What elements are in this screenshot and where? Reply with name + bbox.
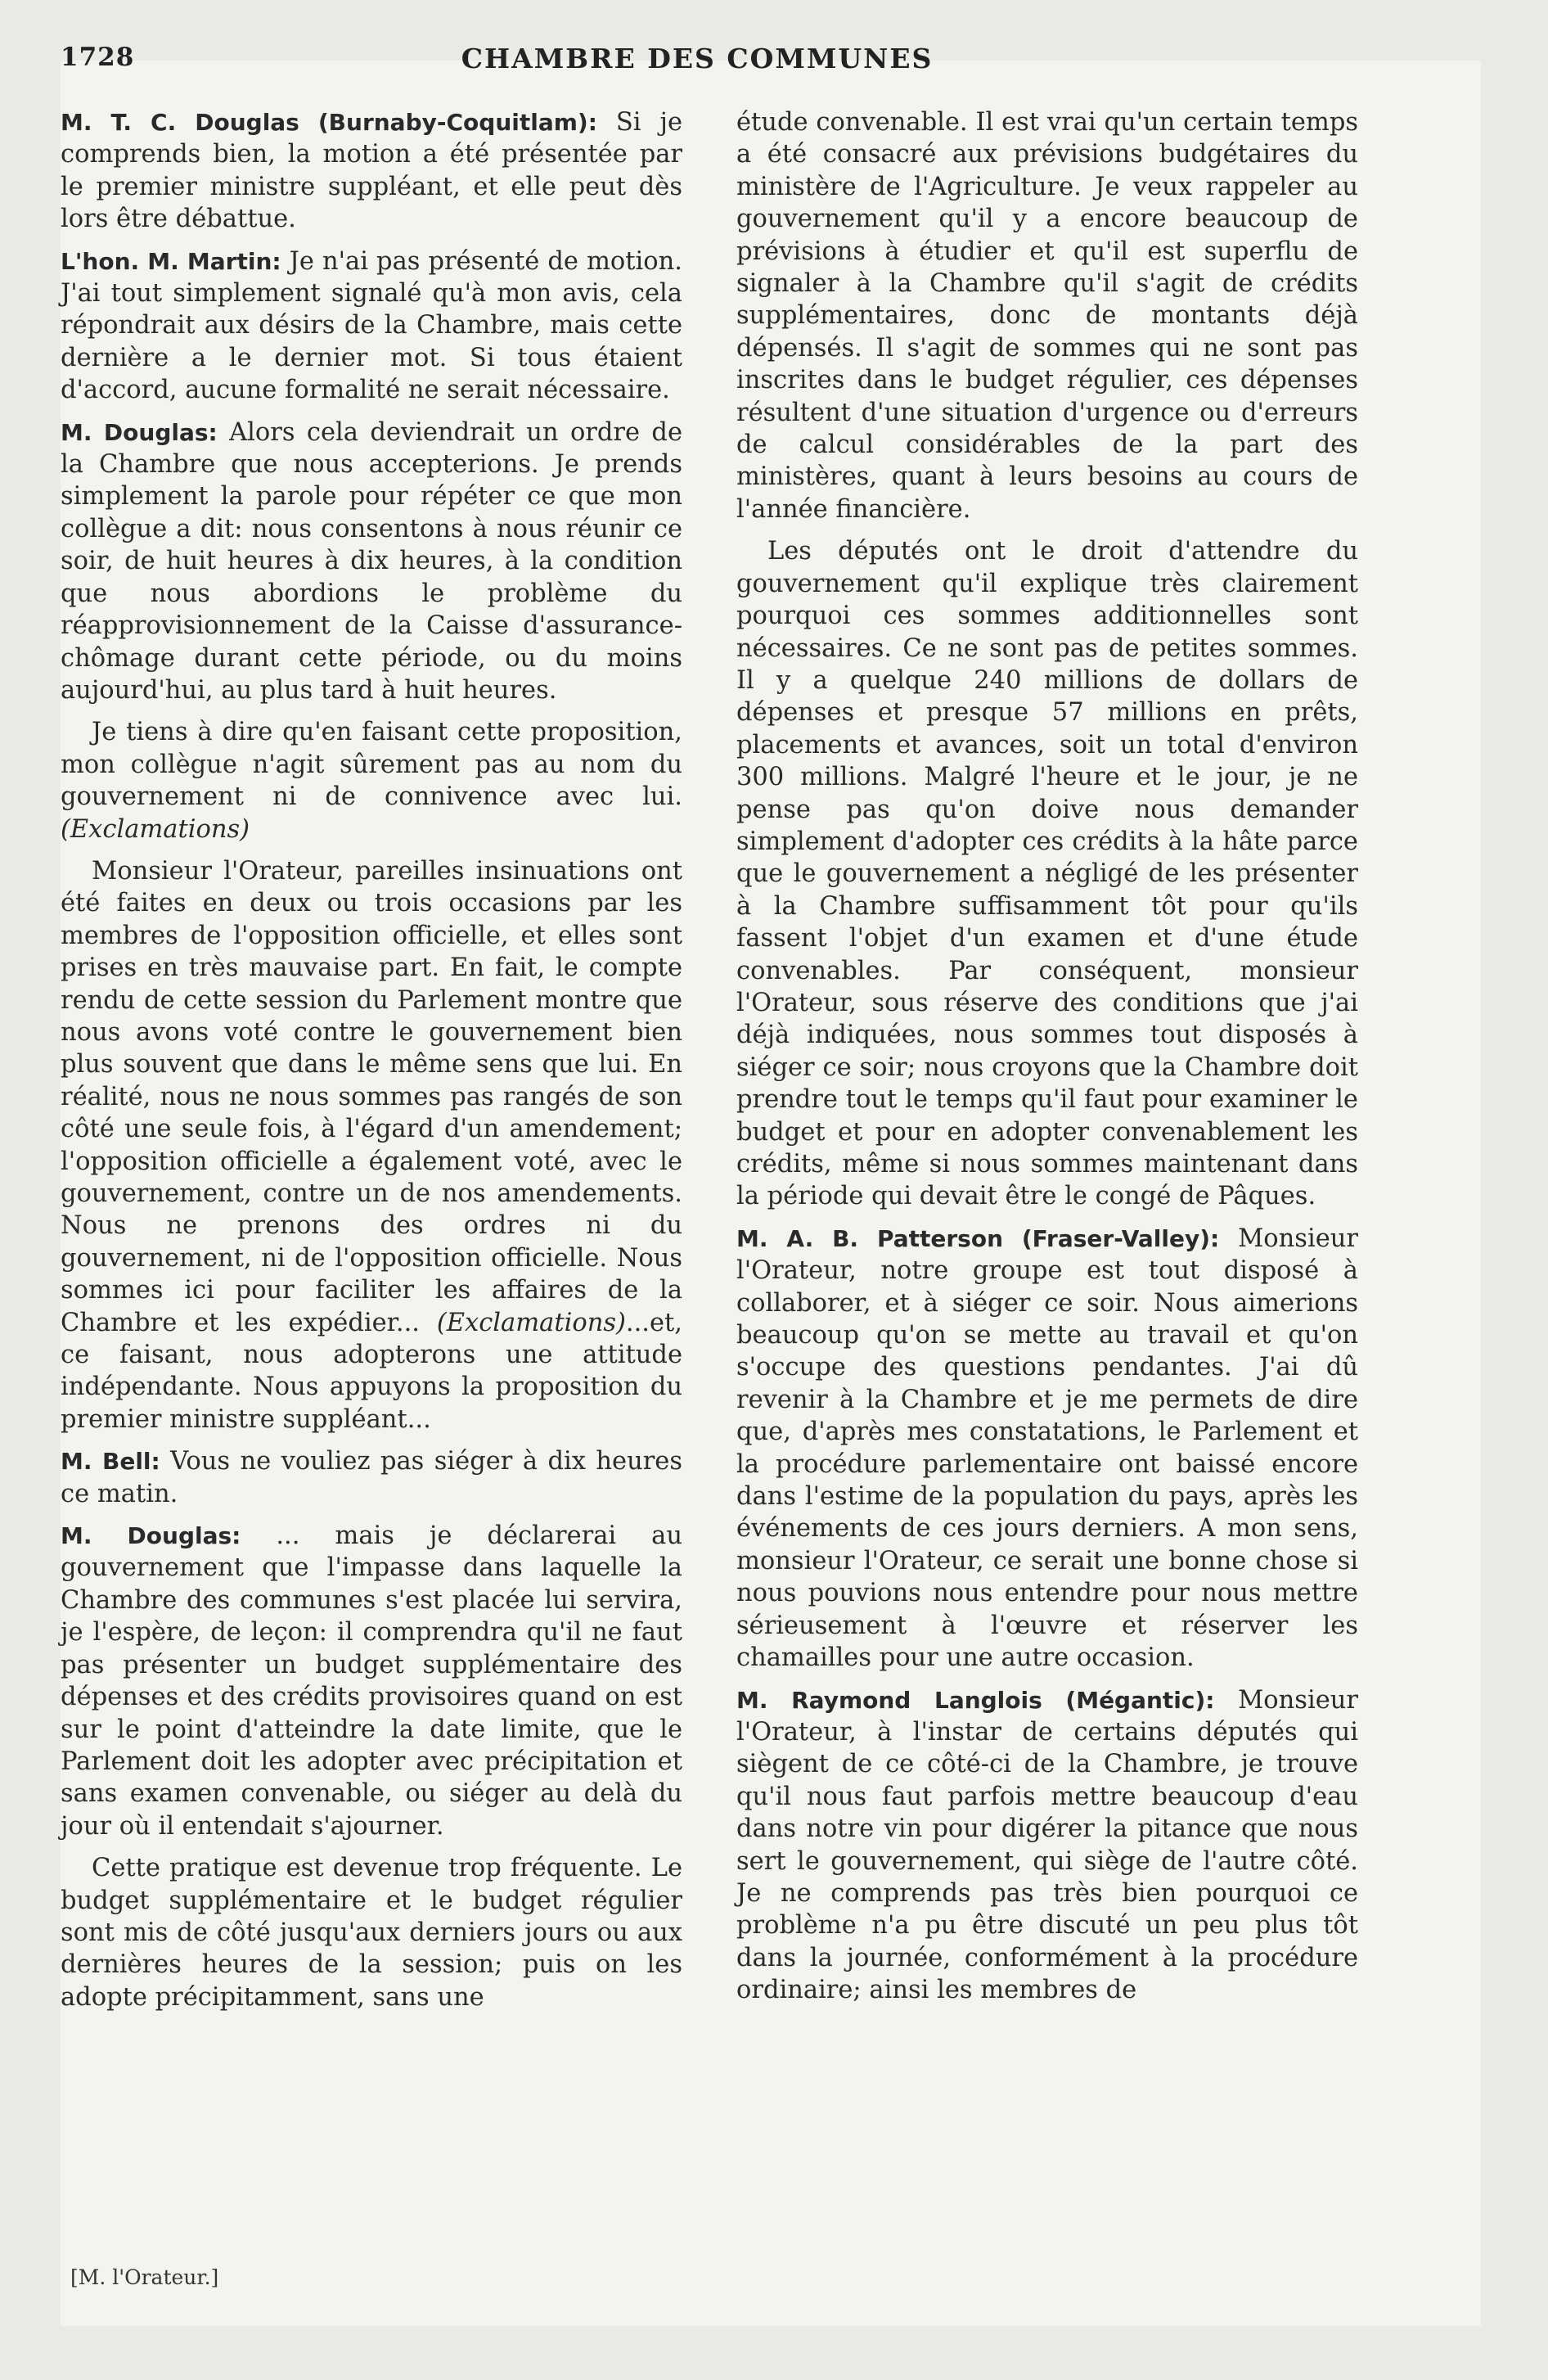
speech-text: ...et, ce faisant, nous adopterons une attitude indépendante. Nous appuyons la proposition du premier ministre suppléant... (61, 1308, 682, 1434)
left-column (61, 106, 682, 2023)
speaker-name: L'hon. M. Martin: (61, 247, 281, 275)
speech-text: Je tiens à dire qu'en faisant cette proposition, mon collègue n'agit sûrement pas au nom du gouvernement ni de connivence avec lui. (61, 718, 682, 812)
speech-text: Si je comprends bien, la motion a été présentée par le premier ministre suppléant, et elle peut dès lors être débattue. (61, 108, 682, 234)
page-header (61, 43, 1334, 92)
speech-text: Les députés ont le droit d'attendre du gouvernement qu'il explique très clairement pourquoi ces sommes additionnelles sont nécessaires. Ce ne sont pas de petites sommes. Il y a quelque 240 millions de dollars de dépenses et presque 57 millions en prêts, placements et avances, soit un total d'environ 300 millions. Malgré l'heure et le jour, je ne pense pas qu'on doive nous demander simplement d'adopter ces crédits à la hâte parce que le gouvernement a négligé de les présenter à la Chambre suffisamment tôt pour qu'ils fassent l'objet d'un examen et d'une étude convenables. Par conséquent, monsieur l'Orateur, sous réserve des conditions que j'ai déjà indiquées, nous sommes tout disposés à siéger ce soir; nous croyons que la Chambre doit prendre tout le temps qu'il faut pour examiner le budget et pour en adopter convenablement les crédits, même si nous sommes maintenant dans la période qui devait être le congé de Pâques. (736, 537, 1358, 1211)
speaker-name: M. Bell: (61, 1448, 160, 1476)
speaker-name: M. Douglas: (61, 1522, 241, 1550)
paragraph (61, 855, 682, 1436)
speech-text: Je n'ai pas présenté de motion. J'ai tout simplement signalé qu'à mon avis, cela répondrait aux désirs de la Chambre, mais cette dernière a le dernier mot. Si tous étaient d'accord, aucune formalité ne serait nécessaire. (61, 246, 682, 405)
paragraph (61, 1852, 682, 2013)
interjection: (Exclamations) (436, 1308, 626, 1337)
paragraph (61, 1520, 682, 1842)
paragraph (61, 716, 682, 845)
paragraph (61, 246, 682, 407)
footer-note: [M. l'Orateur.] (70, 2265, 219, 2289)
speech-text: Cette pratique est devenue trop fréquente. Le budget supplémentaire et le budget régulier sont mis de côté jusqu'aux derniers jours ou aux dernières heures de la session; puis on les adopte précipitamment, sans une (61, 1854, 682, 2012)
paragraph (61, 1445, 682, 1510)
speech-text: étude convenable. Il est vrai qu'un certain temps a été consacré aux prévisions budgétaires du ministère de l'Agriculture. Je veux rappeler au gouvernement qu'il y a encore beaucoup de prévisions à étudier et qu'il est superflu de signaler à la Chambre qu'il s'agit de crédits supplémentaires, donc de montants déjà dépensés. Il s'agit de sommes qui ne sont pas inscrites dans le budget régulier, ces dépenses résultent d'une situation d'urgence ou d'erreurs de calcul considérables de la part des ministères, quant à leurs besoins au cours de l'année financière. (736, 108, 1358, 524)
speaker-name: M. Raymond Langlois (Mégantic): (736, 1686, 1215, 1714)
speech-text: Vous ne vouliez pas siéger à dix heures ce matin. (61, 1447, 682, 1508)
paragraph (736, 1684, 1358, 2007)
interjection: (Exclamations) (61, 814, 250, 844)
speaker-name: M. T. C. Douglas (Burnaby-Coquitlam): (61, 109, 597, 136)
page-number: 1728 (61, 43, 135, 72)
speech-text: Monsieur l'Orateur, notre groupe est tout disposé à collaborer, et à siéger ce soir. Nous aimerions beaucoup qu'on se mette au travail et qu'on s'occupe des questions pendantes. J'ai dû revenir à la Chambre et je me permets de dire que, d'après mes constatations, le Parlement et la procédure parlementaire ont baissé encore dans l'estime de la population du pays, après les événements de ces jours derniers. A mon sens, monsieur l'Orateur, ce serait une bonne chose si nous pouvions nous entendre pour nous mettre sérieusement à l'œuvre et réserver les chamailles pour une autre occasion. (736, 1224, 1358, 1673)
paragraph (736, 106, 1358, 525)
paragraph (736, 1223, 1358, 1675)
right-column (736, 106, 1358, 2017)
speech-text: ... mais je déclarerai au gouvernement que l'impasse dans laquelle la Chambre des communes s'est placée lui servira, je l'espère, de leçon: il comprendra qu'il ne faut pas présenter un budget supplémentaire des dépenses et des crédits provisoires quand on est sur le point d'atteindre la date limite, que le Parlement doit les adopter avec précipitation et sans examen convenable, ou siéger au delà du jour où il entendait s'ajourner. (61, 1521, 682, 1841)
speech-text: Alors cela deviendrait un ordre de la Chambre que nous accepterions. Je prends simplement la parole pour répéter ce que mon collègue a dit: nous consentons à nous réunir ce soir, de huit heures à dix heures, à la condition que nous abordions le problème du réapprovisionnement de la Caisse d'assurance-chômage durant cette période, ou du moins aujourd'hui, au plus tard à huit heures. (61, 417, 682, 705)
paragraph (61, 417, 682, 707)
speech-text: Monsieur l'Orateur, pareilles insinuations ont été faites en deux ou trois occasions par les membres de l'opposition officielle, et elles sont prises en très mauvaise part. En fait, le compte rendu de cette session du Parlement montre que nous avons voté contre le gouvernement bien plus souvent que dans le même sens que lui. En réalité, nous ne nous sommes pas rangés de son côté une seule fois, à l'égard d'un amendement; l'opposition officielle a également voté, avec le gouvernement, contre un de nos amendements. Nous ne prenons des ordres ni du gouvernement, ni de l'opposition officielle. Nous sommes ici pour faciliter les affaires de la Chambre et les expédier... (61, 856, 682, 1337)
speech-text: Monsieur l'Orateur, à l'instar de certains députés qui siègent de ce côté-ci de la Chambre, je trouve qu'il nous faut parfois mettre beaucoup d'eau dans notre vin pour digérer la pitance que nous sert le gouvernement, qui siège de l'autre côté. Je ne comprends pas très bien pourquoi ce problème n'a pu être discuté un peu plus tôt dans la journée, conformément à la procédure ordinaire; ainsi les membres de (736, 1685, 1358, 2005)
running-title: CHAMBRE DES COMMUNES (461, 43, 934, 74)
paragraph (61, 106, 682, 236)
paragraph (736, 535, 1358, 1213)
speaker-name: M. Douglas: (61, 418, 218, 446)
speaker-name: M. A. B. Patterson (Fraser-Valley): (736, 1224, 1220, 1252)
